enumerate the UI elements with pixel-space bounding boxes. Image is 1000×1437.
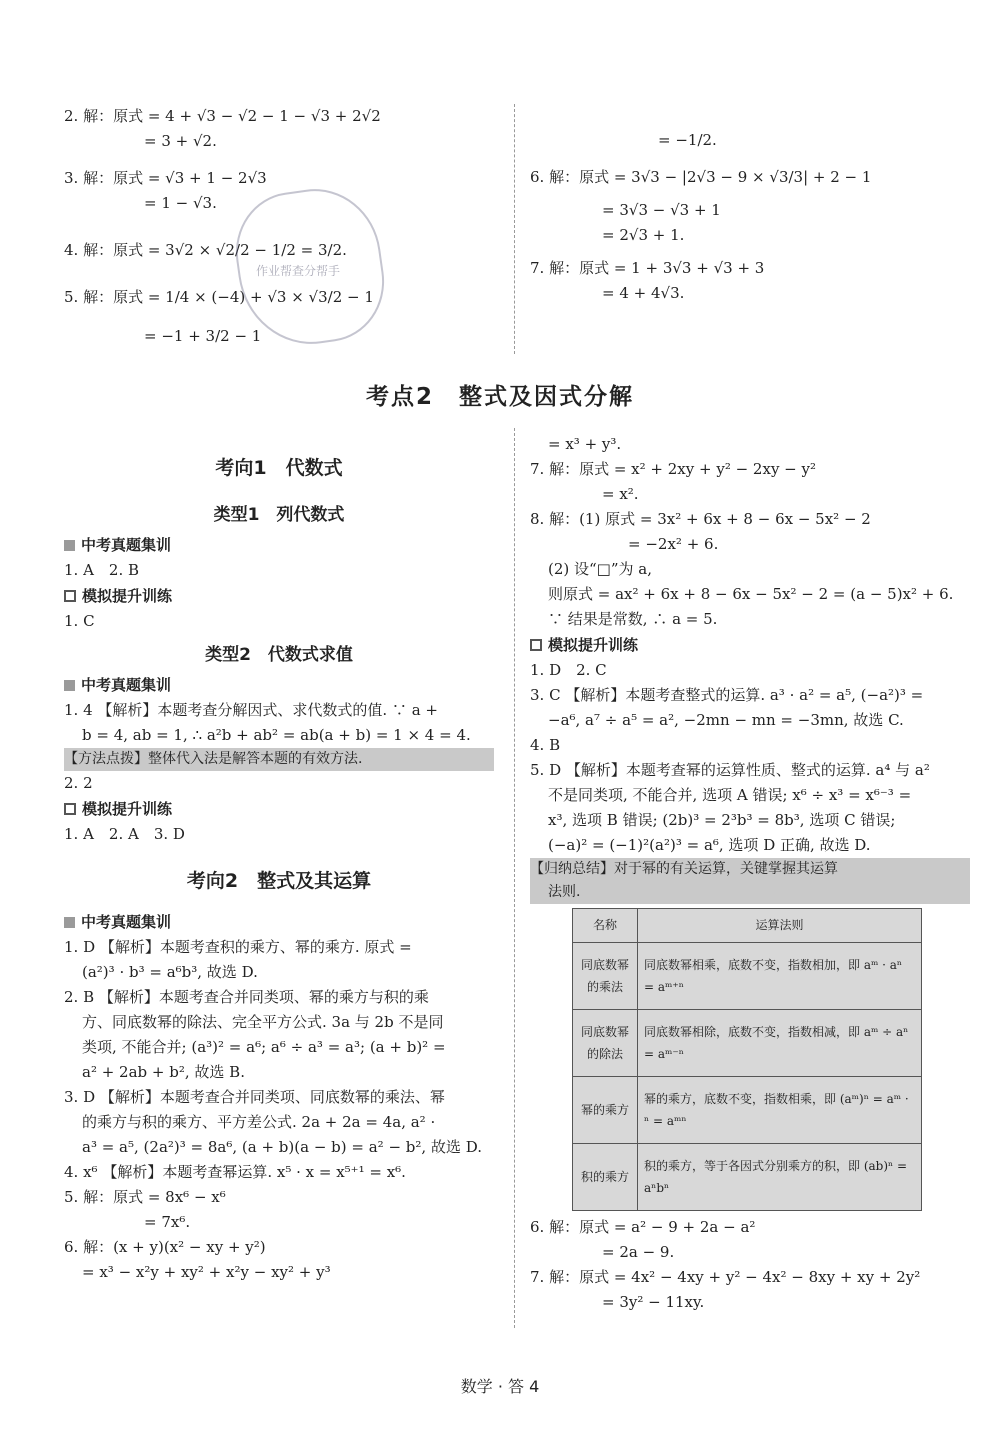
answer-line: x³, 选项 B 错误; (2b)³ = 2³b³ = 8b³, 选项 C 错误; <box>548 811 896 829</box>
page-footer: 数学 · 答 4 <box>460 1377 540 1396</box>
table-row <box>573 1010 922 1077</box>
hollow-square-icon <box>530 639 542 651</box>
answer-line: 4. x⁶ 【解析】本题考查幂运算. x⁵ · x = x⁵⁺¹ = x⁶. <box>64 1163 406 1181</box>
answer-line: 1. C <box>64 612 95 630</box>
answer-line: = −1/2. <box>658 131 717 149</box>
answer-line: 4. B <box>530 736 561 754</box>
answer-line: 7. 解：原式 = 4x² − 4xy + y² − 4x² − 8xy + xy + 2y² <box>530 1268 921 1286</box>
column-divider <box>514 428 515 1328</box>
answer-line: (−a)² = (−1)²(a²)³ = a⁶, 选项 D 正确, 故选 D. <box>548 836 871 854</box>
answer-line: 5. 解：原式 = 8x⁶ − x⁶ <box>64 1188 226 1206</box>
answer-line: 5. D 【解析】本题考查幂的运算性质、整式的运算. a⁴ 与 a² <box>530 761 930 779</box>
answer-line: = 3y² − 11xy. <box>602 1293 705 1311</box>
answer-line: = −2x² + 6. <box>628 535 719 553</box>
table-row <box>573 1077 922 1144</box>
zhongkao-heading: 中考真题集训 <box>64 672 494 698</box>
type-1-title: 类型1 列代数式 <box>213 505 345 525</box>
rule-name: 同底数幂的除法 <box>573 1010 638 1077</box>
answer-line: 6. 解：(x + y)(x² − xy + y²) <box>64 1238 266 1256</box>
answer-line: 6. 解：原式 = a² − 9 + 2a − a² <box>530 1218 756 1236</box>
answer-line: 1. A 2. B <box>64 561 140 579</box>
rule-text: 积的乘方，等于各因式分别乘方的积，即 (ab)ⁿ = aⁿbⁿ <box>638 1144 922 1211</box>
answer-line: = 3 + √2. <box>144 132 217 150</box>
rule-name: 幂的乘方 <box>573 1077 638 1144</box>
stamp-text: 作业帮查分帮手 <box>256 264 341 278</box>
answer-line: = x³ − x²y + xy² + x²y − xy² + y³ <box>82 1263 331 1281</box>
answer-line: 2. B 【解析】本题考查合并同类项、幂的乘方与积的乘 <box>64 988 429 1006</box>
hollow-square-icon <box>64 590 76 602</box>
rule-text: 同底数幂相除，底数不变，指数相减，即 aᵐ ÷ aⁿ = aᵐ⁻ⁿ <box>638 1010 922 1077</box>
moni-heading: 模拟提升训练 <box>530 632 970 658</box>
filled-square-icon <box>64 917 75 928</box>
moni-heading: 模拟提升训练 <box>64 796 494 822</box>
moni-heading: 模拟提升训练 <box>64 583 494 609</box>
answer-line: −a⁶, a⁷ ÷ a⁵ = a², −2mn − mn = −3mn, 故选 C. <box>548 711 904 729</box>
top-right-column <box>530 128 970 306</box>
rule-text: 幂的乘方，底数不变，指数相乘，即 (aᵐ)ⁿ = aᵐ · ⁿ = aᵐⁿ <box>638 1077 922 1144</box>
answer-line: 1. 4 【解析】本题考查分解因式、求代数式的值. ∵ a + <box>64 701 438 719</box>
summary-tip: 法则. <box>530 881 970 904</box>
answer-line: 1. A 2. A 3. D <box>64 825 185 843</box>
section-title: 考点2 整式及因式分解 <box>365 384 634 410</box>
power-rules-table <box>572 908 922 1211</box>
answer-line: 6. 解：原式 = 3√3 − |2√3 − 9 × √3/3| + 2 − 1 <box>530 168 872 186</box>
answer-line: 4. 解：原式 = 3√2 × √2/2 − 1/2 = 3/2. <box>64 241 347 259</box>
answer-line: 的乘方与积的乘方、平方差公式. 2a + 2a = 4a, a² · <box>82 1113 436 1131</box>
lower-left-column <box>64 450 494 1285</box>
table-header: 运算法则 <box>638 909 922 943</box>
answer-line: 不是同类项, 不能合并, 选项 A 错误; x⁶ ÷ x³ = x⁶⁻³ = <box>548 786 912 804</box>
type-2-title: 类型2 代数式求值 <box>205 645 353 665</box>
answer-line: = 1 − √3. <box>144 194 217 212</box>
answer-line: = x³ + y³. <box>548 435 622 453</box>
answer-line: 2. 解：原式 = 4 + √3 − √2 − 1 − √3 + 2√2 <box>64 107 381 125</box>
rule-name: 积的乘方 <box>573 1144 638 1211</box>
answer-line: (2) 设“□”为 a, <box>548 560 653 578</box>
rule-name: 同底数幂的乘法 <box>573 943 638 1010</box>
direction-1-title: 考向1 代数式 <box>215 457 343 479</box>
summary-tip: 【归纳总结】对于幂的有关运算，关键掌握其运算 <box>530 858 970 881</box>
table-row <box>573 1144 922 1211</box>
column-divider <box>514 104 515 354</box>
rule-text: 同底数幂相乘，底数不变，指数相加，即 aᵐ · aⁿ = aᵐ⁺ⁿ <box>638 943 922 1010</box>
answer-line: (a²)³ · b³ = a⁶b³, 故选 D. <box>82 963 258 981</box>
answer-line: 3. C 【解析】本题考查整式的运算. a³ · a² = a⁵, (−a²)³ = <box>530 686 924 704</box>
filled-square-icon <box>64 680 75 691</box>
answer-line: a³ = a⁵, (2a²)³ = 8a⁶, (a + b)(a − b) = a² − b², 故选 D. <box>82 1138 482 1156</box>
hollow-square-icon <box>64 803 76 815</box>
table-header: 名称 <box>573 909 638 943</box>
answer-line: ∵ 结果是常数, ∴ a = 5. <box>548 610 718 628</box>
answer-line: 2. 2 <box>64 774 93 792</box>
answer-line: 7. 解：原式 = x² + 2xy + y² − 2xy − y² <box>530 460 817 478</box>
answer-line: 则原式 = ax² + 6x + 8 − 6x − 5x² − 2 = (a − 5)x² + 6. <box>548 585 954 603</box>
method-tip: 【方法点拨】整体代入法是解答本题的有效方法. <box>64 748 494 771</box>
zhongkao-heading: 中考真题集训 <box>64 532 494 558</box>
answer-line: 方、同底数幂的除法、完全平方公式. 3a 与 2b 不是同 <box>82 1013 444 1031</box>
answer-line: = 7x⁶. <box>144 1213 191 1231</box>
answer-line: 3. 解：原式 = √3 + 1 − 2√3 <box>64 169 267 187</box>
answer-line: = 3√3 − √3 + 1 <box>602 201 721 219</box>
answer-line: 7. 解：原式 = 1 + 3√3 + √3 + 3 <box>530 259 765 277</box>
answer-line: 3. D 【解析】本题考查合并同类项、同底数幂的乘法、幂 <box>64 1088 445 1106</box>
answer-line: = x². <box>602 485 639 503</box>
direction-2-title: 考向2 整式及其运算 <box>186 870 372 892</box>
lower-right-column <box>530 432 970 1315</box>
answer-line: a² + 2ab + b², 故选 B. <box>82 1063 245 1081</box>
answer-line: = 2a − 9. <box>602 1243 675 1261</box>
answer-line: 1. D 2. C <box>530 661 607 679</box>
answer-line: = 4 + 4√3. <box>602 284 685 302</box>
answer-line: = 2√3 + 1. <box>602 226 685 244</box>
answer-line: 类项, 不能合并; (a³)² = a⁶; a⁶ ÷ a³ = a³; (a + b)² = <box>82 1038 446 1056</box>
answer-line: = −1 + 3/2 − 1 <box>144 327 262 345</box>
zhongkao-heading: 中考真题集训 <box>64 909 494 935</box>
filled-square-icon <box>64 540 75 551</box>
answer-line: 1. D 【解析】本题考查积的乘方、幂的乘方. 原式 = <box>64 938 412 956</box>
answer-line: b = 4, ab = 1, ∴ a²b + ab² = ab(a + b) = 1 × 4 = 4. <box>82 726 471 744</box>
table-row <box>573 943 922 1010</box>
answer-line: 5. 解：原式 = 1/4 × (−4) + √3 × √3/2 − 1 <box>64 288 374 306</box>
answer-line: 8. 解：(1) 原式 = 3x² + 6x + 8 − 6x − 5x² − 2 <box>530 510 871 528</box>
